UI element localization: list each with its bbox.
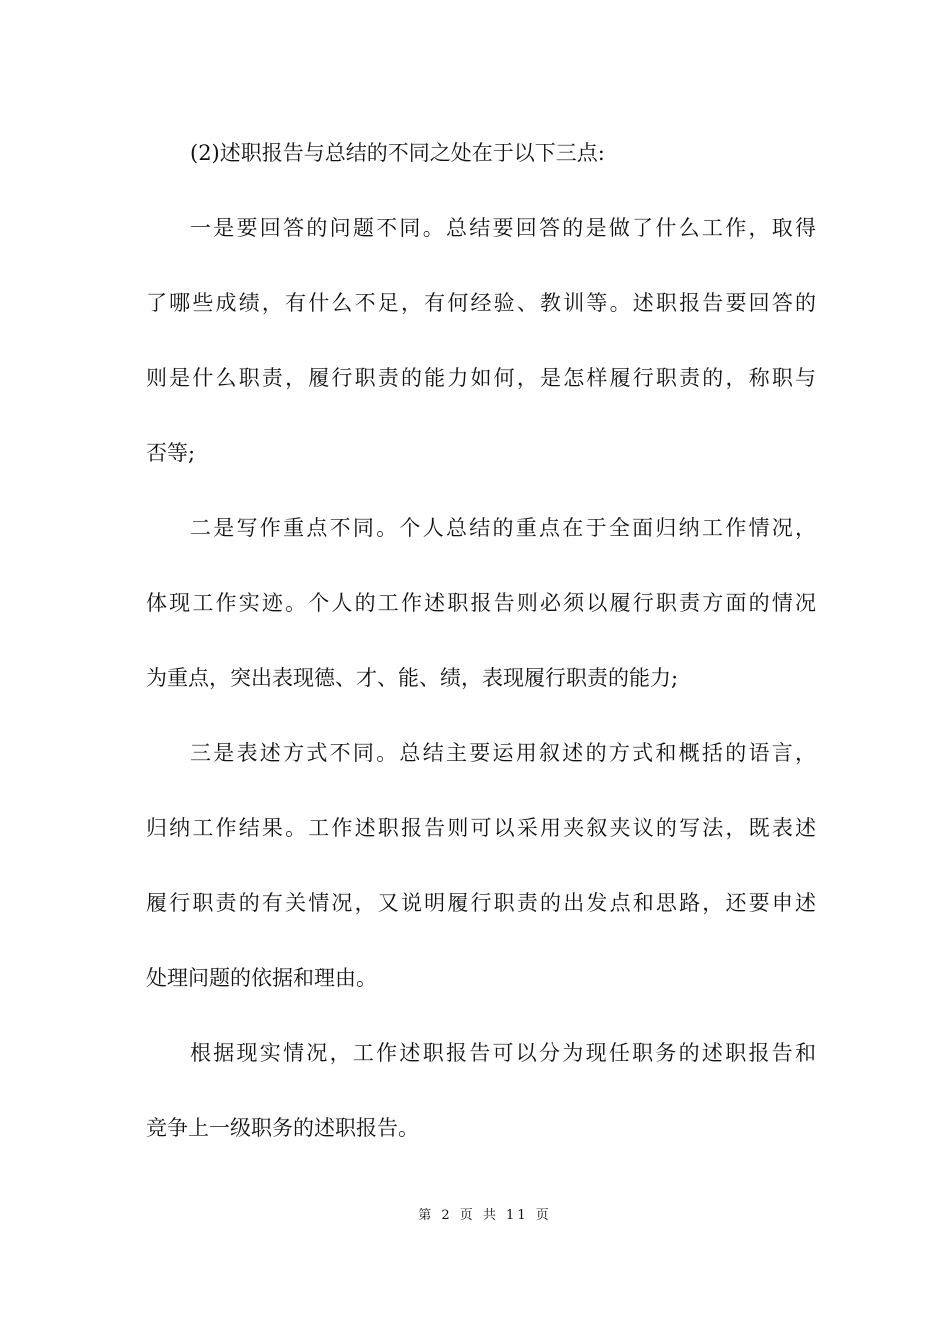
paragraph-3-line-1: 二是写作重点不同。个人总结的重点在于全面归纳工作情况， xyxy=(190,516,816,540)
paragraph-1-line-1: (2)述职报告与总结的不同之处在于以下三点: xyxy=(190,141,605,165)
paragraph-3-line-3: 为重点，突出表现德、才、能、绩，表现履行职责的能力; xyxy=(146,666,679,690)
paragraph-4-line-4: 处理问题的依据和理由。 xyxy=(146,966,377,990)
paragraph-3-line-2: 体现工作实迹。个人的工作述职报告则必须以履行职责方面的情况 xyxy=(146,591,816,615)
paragraph-5-line-1: 根据现实情况，工作述职报告可以分为现任职务的述职报告和 xyxy=(190,1041,816,1065)
paragraph-2-line-4: 否等; xyxy=(146,441,196,465)
page-footer xyxy=(0,1207,950,1225)
paragraph-4-line-2: 归纳工作结果。工作述职报告则可以采用夹叙夹议的写法，既表述 xyxy=(146,816,816,840)
paragraph-4-line-1: 三是表述方式不同。总结主要运用叙述的方式和概括的语言， xyxy=(190,741,816,765)
paragraph-2-line-2: 了哪些成绩，有什么不足，有何经验、教训等。述职报告要回答的 xyxy=(146,291,816,315)
paragraph-4-line-3: 履行职责的有关情况，又说明履行职责的出发点和思路，还要申述 xyxy=(146,891,816,915)
paragraph-5-line-2: 竞争上一级职务的述职报告。 xyxy=(146,1116,419,1140)
paragraph-2-line-3: 则是什么职责，履行职责的能力如何，是怎样履行职责的，称职与 xyxy=(146,366,816,390)
paragraph-2-line-1: 一是要回答的问题不同。总结要回答的是做了什么工作，取得 xyxy=(190,216,816,240)
page-number-label: 第 2 页 共 11 页 xyxy=(418,1208,552,1223)
